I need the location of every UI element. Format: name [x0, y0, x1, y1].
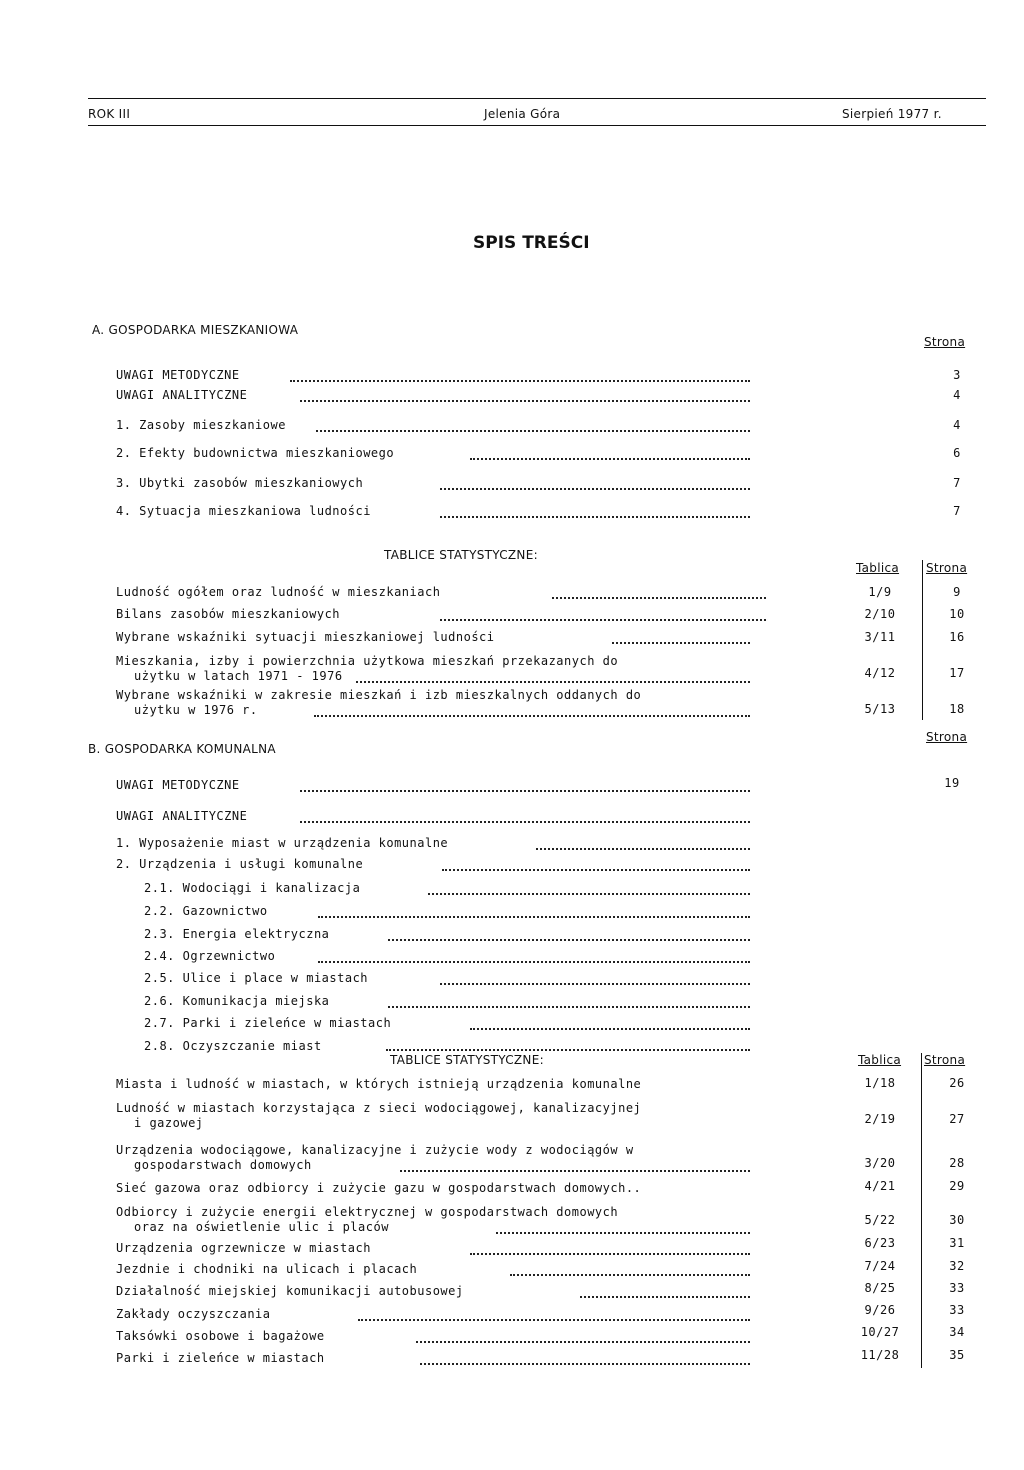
page-number: 28 [949, 1156, 965, 1170]
section-b-col-strona: Strona [924, 1053, 966, 1067]
list-item: 2.5. Ulice i place w miastach [144, 971, 369, 985]
table-row-label: Ludność ogółem oraz ludność w mieszkaniach [116, 585, 441, 599]
page-number: 32 [949, 1259, 965, 1273]
list-item: 2.7. Parki i zieleńce w miastach [144, 1016, 392, 1030]
page-number: 35 [949, 1348, 965, 1362]
table-number: 5/13 [864, 702, 896, 716]
leader-dots [400, 1170, 750, 1172]
table-row-label: Miasta i ludność w miastach, w których istnieją urządzenia komunalne [116, 1077, 642, 1091]
page-number: 4 [953, 418, 961, 432]
table-row-label: Mieszkania, izby i powierzchnia użytkowa mieszkań przekazanych do [116, 654, 619, 668]
page-title: SPIS TREŚCI [473, 233, 590, 253]
section-a-heading: A. GOSPODARKA MIESZKANIOWA [92, 323, 299, 337]
table-row-label: Parki i zieleńce w miastach [116, 1351, 325, 1365]
table-number: 7/24 [864, 1259, 896, 1273]
table-row-label-cont: i gazowej [134, 1116, 204, 1130]
leader-dots [580, 1296, 750, 1298]
header-date: Sierpień 1977 r. [842, 107, 942, 121]
list-item: UWAGI METODYCZNE [116, 778, 240, 792]
table-number: 8/25 [864, 1281, 896, 1295]
table-number: 3/20 [864, 1156, 896, 1170]
leader-dots [300, 821, 750, 823]
leader-dots [318, 916, 750, 918]
page-number: 16 [949, 630, 965, 644]
section-a-col-strona: Strona [926, 561, 968, 575]
section-a-strona-label: Strona [924, 335, 966, 349]
leader-dots [428, 893, 750, 895]
section-a-tables-heading: TABLICE STATYSTYCZNE: [384, 548, 538, 562]
page-number: 34 [949, 1325, 965, 1339]
table-row-label-cont: użytku w 1976 r. [134, 703, 258, 717]
section-b-col-tablica: Tablica [858, 1053, 902, 1067]
header-city: Jelenia Góra [484, 107, 561, 121]
list-item: 2. Urządzenia i usługi komunalne [116, 857, 364, 871]
list-item: 2.2. Gazownictwo [144, 904, 268, 918]
table-row-label: Bilans zasobów mieszkaniowych [116, 607, 341, 621]
leader-dots [314, 715, 750, 717]
table-row-label: Wybrane wskaźniki w zakresie mieszkań i izb mieszkalnych oddanych do [116, 688, 642, 702]
header-year: ROK III [88, 107, 131, 121]
page-number: 27 [949, 1112, 965, 1126]
page-number: 26 [949, 1076, 965, 1090]
leader-dots [386, 1049, 750, 1051]
list-item: 2. Efekty budownictwa mieszkaniowego [116, 446, 395, 460]
page-number: 19 [944, 776, 960, 790]
table-number: 9/26 [864, 1303, 896, 1317]
page-number: 4 [953, 388, 961, 402]
leader-dots [416, 1341, 750, 1343]
page-number: 7 [953, 504, 961, 518]
table-row-label: Urządzenia ogrzewnicze w miastach [116, 1241, 371, 1255]
table-row-label-cont: gospodarstwach domowych [134, 1158, 312, 1172]
page-number: 7 [953, 476, 961, 490]
table-row-label: Sieć gazowa oraz odbiorcy i zużycie gazu w gospodarstwach domowych.. [116, 1181, 642, 1195]
page-number: 29 [949, 1179, 965, 1193]
list-item: 2.4. Ogrzewnictwo [144, 949, 276, 963]
table-row-label: Działalność miejskiej komunikacji autobusowej [116, 1284, 464, 1298]
leader-dots [300, 400, 750, 402]
section-b-tables-heading: TABLICE STATYSTYCZNE: [390, 1053, 544, 1067]
page-number: 30 [949, 1213, 965, 1227]
table-number: 1/9 [868, 585, 892, 599]
table-number: 1/18 [864, 1076, 896, 1090]
leader-dots [356, 681, 750, 683]
leader-dots [442, 869, 750, 871]
list-item: UWAGI ANALITYCZNE [116, 388, 248, 402]
page-number: 33 [949, 1303, 965, 1317]
section-b-strona-label: Strona [926, 730, 968, 744]
header-rule-bottom [88, 125, 986, 126]
leader-dots [440, 488, 750, 490]
table-number: 6/23 [864, 1236, 896, 1250]
page-number: 31 [949, 1236, 965, 1250]
page-number: 3 [953, 368, 961, 382]
list-item: 1. Wyposażenie miast w urządzenia komunalne [116, 836, 449, 850]
leader-dots [420, 1363, 750, 1365]
table-row-label: Wybrane wskaźniki sytuacji mieszkaniowej ludności [116, 630, 495, 644]
table-row-label: Odbiorcy i zużycie energii elektrycznej w gospodarstwach domowych [116, 1205, 619, 1219]
leader-dots [536, 848, 750, 850]
table-number: 4/21 [864, 1179, 896, 1193]
leader-dots [496, 1232, 750, 1234]
leader-dots [388, 1006, 750, 1008]
page-number: 17 [949, 666, 965, 680]
list-item: UWAGI ANALITYCZNE [116, 809, 248, 823]
table-number: 2/10 [864, 607, 896, 621]
leader-dots [290, 380, 750, 382]
table-number: 3/11 [864, 630, 896, 644]
table-row-label: Ludność w miastach korzystająca z sieci wodociągowej, kanalizacyjnej [116, 1101, 642, 1115]
leader-dots [510, 1274, 750, 1276]
table-number: 11/28 [860, 1348, 900, 1362]
leader-dots [612, 642, 750, 644]
section-b-heading: B. GOSPODARKA KOMUNALNA [88, 742, 276, 756]
table-number: 10/27 [860, 1325, 900, 1339]
list-item: 3. Ubytki zasobów mieszkaniowych [116, 476, 364, 490]
leader-dots [440, 516, 750, 518]
leader-dots [316, 430, 750, 432]
list-item: UWAGI METODYCZNE [116, 368, 240, 382]
list-item: 4. Sytuacja mieszkaniowa ludności [116, 504, 371, 518]
table-number: 5/22 [864, 1213, 896, 1227]
page-number: 10 [949, 607, 965, 621]
page-number: 9 [953, 585, 961, 599]
list-item: 1. Zasoby mieszkaniowe [116, 418, 286, 432]
table-row-label: Zakłady oczyszczania [116, 1307, 271, 1321]
leader-dots [470, 1028, 750, 1030]
leader-dots [440, 619, 766, 621]
list-item: 2.1. Wodociągi i kanalizacja [144, 881, 361, 895]
column-divider [921, 1053, 922, 1368]
leader-dots [358, 1319, 750, 1321]
table-row-label-cont: oraz na oświetlenie ulic i placów [134, 1220, 389, 1234]
table-row-label: Taksówki osobowe i bagażowe [116, 1329, 325, 1343]
header-rule-top [88, 98, 986, 99]
leader-dots [388, 939, 750, 941]
column-divider [922, 560, 923, 720]
leader-dots [300, 790, 750, 792]
table-row-label-cont: użytku w latach 1971 - 1976 [134, 669, 343, 683]
leader-dots [318, 961, 750, 963]
page-number: 6 [953, 446, 961, 460]
list-item: 2.8. Oczyszczanie miast [144, 1039, 322, 1053]
leader-dots [552, 597, 766, 599]
list-item: 2.3. Energia elektryczna [144, 927, 330, 941]
leader-dots [470, 458, 750, 460]
section-a-col-tablica: Tablica [856, 561, 900, 575]
leader-dots [440, 983, 750, 985]
page-number: 33 [949, 1281, 965, 1295]
page-number: 18 [949, 702, 965, 716]
table-number: 4/12 [864, 666, 896, 680]
table-row-label: Jezdnie i chodniki na ulicach i placach [116, 1262, 418, 1276]
leader-dots [470, 1253, 750, 1255]
list-item: 2.6. Komunikacja miejska [144, 994, 330, 1008]
table-row-label: Urządzenia wodociągowe, kanalizacyjne i zużycie wody z wodociągów w [116, 1143, 634, 1157]
table-number: 2/19 [864, 1112, 896, 1126]
